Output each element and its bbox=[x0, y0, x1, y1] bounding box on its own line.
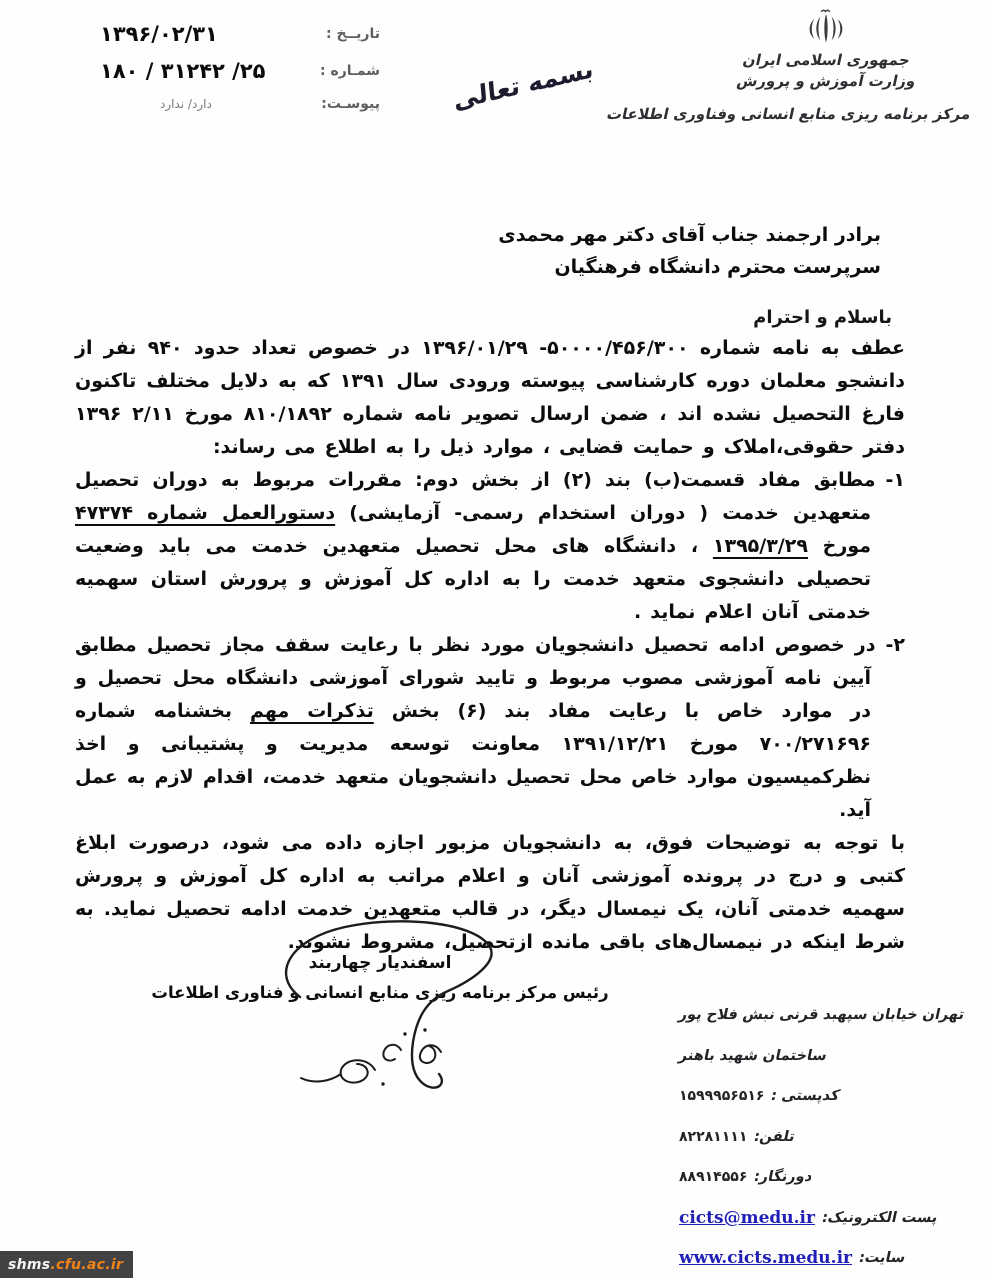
date-value: ۱۳۹۶/۰۲/۳۱ bbox=[100, 22, 218, 46]
site-watermark bbox=[0, 1251, 133, 1278]
item-2-number: ۲- bbox=[885, 634, 905, 656]
fax-label: دورنگار: bbox=[752, 1169, 815, 1186]
address-line-1: تهران خیابان سپهبد قرنی نبش فلاح پور bbox=[677, 1007, 966, 1024]
website-line bbox=[679, 1238, 979, 1279]
recipient-name: برادر ارجمند جناب آقای دکتر مهر محمدی bbox=[498, 224, 881, 246]
letter-body bbox=[75, 332, 905, 959]
item-1-text: مطابق مفاد قسمت(ب) بند (۲) از بخش دوم: مقررات مربوط به دوران تحصیل متعهدین خدمت ( دوران استخدام رسمی- آزمایشی) دستورالعمل شماره ۴۷۳۷۴ مورخ ۱۳۹۵/۳/۲۹ ، دانشگاه های محل تحصیل متعهدین خدمت می باید وضعیت تحصیلی دانشجوی متعهد خدمت را به اداره کل آموزش و پرورش استان سهمیه خدمتی آنان اعلام نماید . bbox=[75, 469, 876, 623]
recipient-block bbox=[498, 219, 881, 283]
fax-value: ۸۸۹۱۴۵۵۶ bbox=[679, 1169, 748, 1186]
signer-title: رئیس مرکز برنامه ریزی منابع انسانی و فناوری اطلاعات bbox=[151, 983, 609, 1002]
email-line bbox=[679, 1198, 979, 1239]
closing-paragraph: با توجه به توضیحات فوق، به دانشجویان مزبور اجازه داده می شود، درصورت ابلاغ کتبی و درج در پرونده آموزشی آنان و اعلام مراتب به اداره کل آموزش و پرورش سهمیه خدمتی آنان، یک نیمسال دیگر، در قالب متعهدین خدمت ادامه تحصیل نماید. به شرط اینکه در نیمسال‌های باقی مانده ازتحصیل، مشروط نشوند. bbox=[75, 832, 905, 953]
address-line-2: ساختمان شهید باهنر bbox=[677, 1047, 829, 1064]
email-label: پست الکترونیک: bbox=[820, 1209, 940, 1226]
bismillah-calligraphy: بسمه تعالی bbox=[452, 53, 595, 116]
postal-label: کدپستی : bbox=[769, 1088, 842, 1105]
letterhead-ministry: وزارت آموزش و پرورش bbox=[734, 72, 918, 90]
phone-label: تلفن: bbox=[752, 1128, 797, 1145]
iran-emblem-icon bbox=[803, 8, 849, 48]
phone-line bbox=[679, 1117, 979, 1158]
salutation: باسلام و احترام bbox=[753, 307, 892, 328]
attachment-value: دارد/ ندارد bbox=[160, 97, 212, 111]
intro-paragraph: عطف به نامه شماره ۵۰۰۰۰/۴۵۶/۳۰۰- ۱۳۹۶/۰۱/۲۹ در خصوص تعداد حدود ۹۴۰ نفر از دانشجو معلمان دوره کارشناسی پیوسته ورودی سال ۱۳۹۱ که به دلایل مختلف تاکنون فارغ التحصیل نشده اند ، ضمن ارسال تصویر نامه شماره ۸۱۰/۱۸۹۲ مورخ ۲/۱۱ ۱۳۹۶ دفتر حقوقی،املاک و حمایت قضایی ، موارد ذیل را به اطلاع می رساند: bbox=[75, 337, 906, 458]
number-label: شمـاره : bbox=[320, 63, 380, 79]
postal-code-line bbox=[679, 1076, 979, 1117]
fax-line bbox=[679, 1157, 979, 1198]
contact-block bbox=[679, 995, 979, 1279]
date-label: تاریــخ : bbox=[326, 26, 380, 42]
watermark-domain: .cfu.ac.ir bbox=[50, 1256, 124, 1273]
item-2-text: در خصوص ادامه تحصیل دانشجویان مورد نظر با رعایت سقف مجاز تحصیل مطابق آیین نامه آموزشی مصوب مربوط و تایید شورای آموزشی دانشگاه محل تحصیل و در موارد خاص با رعایت مفاد بند (۶) بخش تذکرات مهم بخشنامه شماره ۷۰۰/۲۷۱۶۹۶ مورخ ۱۳۹۱/۱۲/۲۱ معاونت توسعه مدیریت و پشتیبانی و اخذ نظرکمیسیون موارد خاص محل تحصیل دانشجویان متعهد خدمت، اقدام لازم به عمل آید. bbox=[75, 634, 876, 821]
letterhead-center: مرکز برنامه ریزی منابع انسانی وفناوری اطلاعات bbox=[605, 105, 974, 123]
attachment-label: پیوسـت: bbox=[321, 96, 380, 112]
website-link[interactable]: www.cicts.medu.ir bbox=[679, 1248, 852, 1269]
list-item-1 bbox=[75, 464, 905, 629]
signature-block bbox=[150, 948, 610, 1008]
recipient-title: سرپرست محترم دانشگاه فرهنگیان bbox=[554, 256, 881, 278]
letterhead-country: جمهوری اسلامی ایران bbox=[740, 51, 912, 69]
attachment-row bbox=[100, 96, 380, 112]
list-item-2 bbox=[75, 629, 905, 827]
signer-name: اسفندیار چهاربند bbox=[308, 953, 452, 973]
number-row bbox=[100, 59, 380, 83]
website-label: سایت: bbox=[857, 1250, 907, 1267]
number-value: ۲۵/ ۳۱۲۴۲ / ۱۸۰ bbox=[100, 59, 266, 83]
watermark-prefix: shms bbox=[8, 1256, 51, 1273]
email-link[interactable]: cicts@medu.ir bbox=[679, 1207, 815, 1228]
postal-value: ۱۵۹۹۹۵۶۵۱۶ bbox=[679, 1088, 765, 1105]
letterhead bbox=[605, 8, 974, 125]
letter-meta bbox=[100, 22, 380, 125]
phone-value: ۸۲۲۸۱۱۱۱ bbox=[679, 1128, 748, 1145]
date-row bbox=[100, 22, 380, 46]
item-1-number: ۱- bbox=[885, 469, 905, 491]
